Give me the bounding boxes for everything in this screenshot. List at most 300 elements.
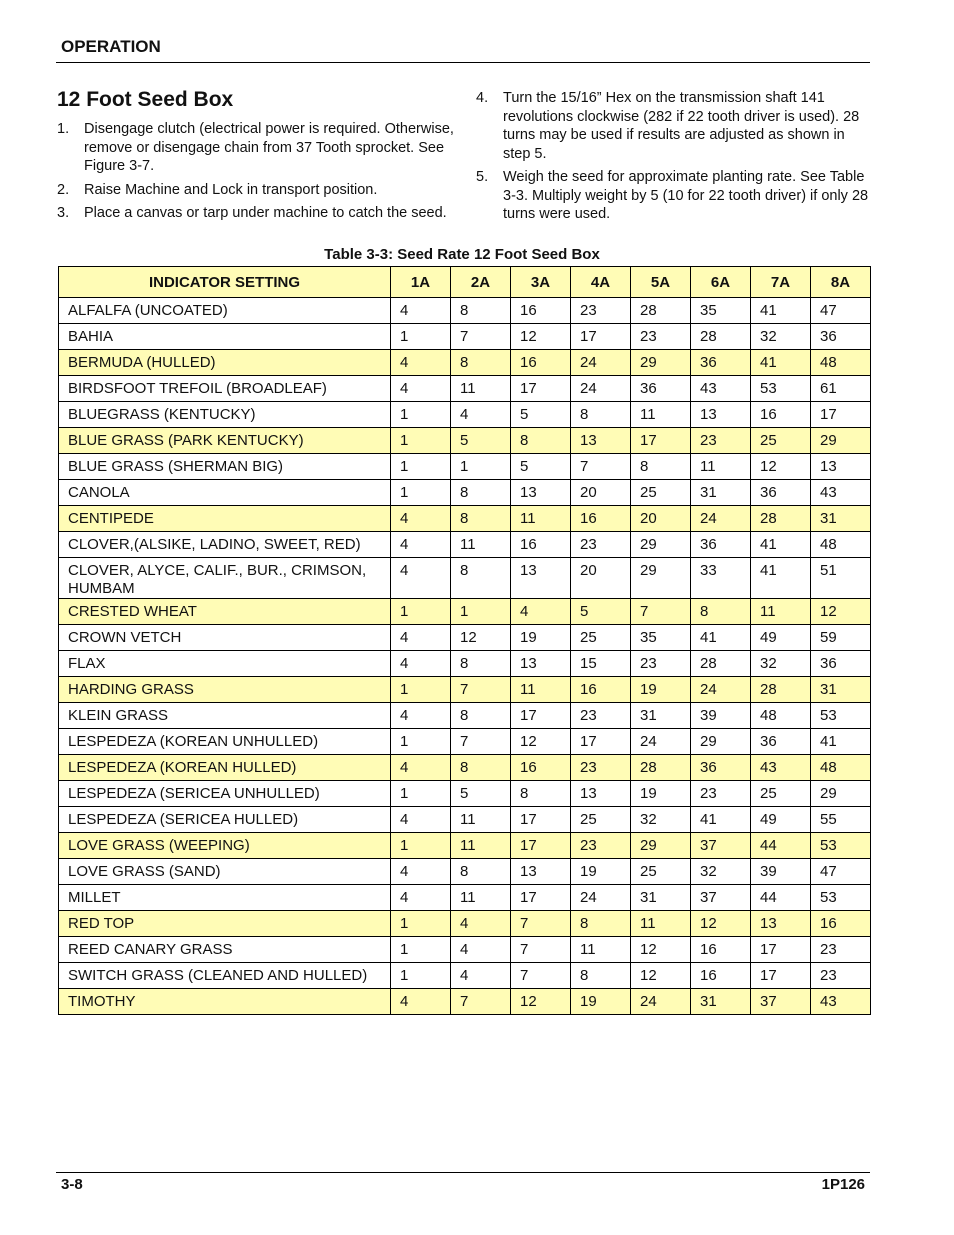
rate-cell: 23	[691, 428, 751, 454]
rate-cell: 7	[511, 963, 571, 989]
rate-cell: 1	[391, 937, 451, 963]
seed-name-cell: LESPEDEZA (SERICEA HULLED)	[59, 807, 391, 833]
rate-cell: 8	[451, 651, 511, 677]
rate-cell: 17	[511, 833, 571, 859]
rate-cell: 19	[571, 859, 631, 885]
rate-cell: 29	[631, 558, 691, 599]
rate-cell: 43	[691, 376, 751, 402]
rate-cell: 33	[691, 558, 751, 599]
seed-name-cell: FLAX	[59, 651, 391, 677]
rate-cell: 23	[631, 324, 691, 350]
rate-cell: 35	[631, 625, 691, 651]
list-item	[476, 168, 876, 224]
rate-cell: 5	[511, 454, 571, 480]
rate-cell: 5	[571, 599, 631, 625]
rate-cell: 19	[511, 625, 571, 651]
rate-cell: 12	[511, 324, 571, 350]
rate-cell: 36	[811, 324, 871, 350]
list-item	[57, 120, 457, 176]
seed-name-cell: LESPEDEZA (SERICEA UNHULLED)	[59, 781, 391, 807]
rate-cell: 53	[811, 833, 871, 859]
table-row	[59, 298, 871, 324]
step-text: Disengage clutch (electrical power is required. Otherwise, remove or disengage chain from 37 Tooth sprocket. See Figure 3-7.	[84, 121, 454, 174]
rate-cell: 24	[571, 885, 631, 911]
table-row	[59, 807, 871, 833]
rate-cell: 4	[391, 376, 451, 402]
steps-list-left	[57, 120, 457, 228]
rate-cell: 29	[631, 350, 691, 376]
rate-cell: 43	[811, 480, 871, 506]
rate-cell: 7	[451, 989, 511, 1015]
table-row	[59, 885, 871, 911]
rate-cell: 7	[451, 729, 511, 755]
table-row	[59, 506, 871, 532]
rate-cell: 48	[811, 755, 871, 781]
footer-divider	[56, 1172, 870, 1173]
rate-cell: 53	[751, 376, 811, 402]
rate-cell: 4	[391, 859, 451, 885]
rate-cell: 49	[751, 807, 811, 833]
column-header: 5A	[631, 267, 691, 298]
rate-cell: 16	[511, 350, 571, 376]
rate-cell: 17	[751, 963, 811, 989]
rate-cell: 41	[751, 558, 811, 599]
step-number: 2.	[57, 181, 70, 198]
rate-cell: 48	[811, 532, 871, 558]
rate-cell: 7	[631, 599, 691, 625]
rate-cell: 43	[751, 755, 811, 781]
table-row	[59, 599, 871, 625]
rate-cell: 12	[691, 911, 751, 937]
step-number: 5.	[476, 169, 489, 185]
rate-cell: 29	[631, 833, 691, 859]
rate-cell: 8	[571, 402, 631, 428]
table-row	[59, 402, 871, 428]
rate-cell: 36	[691, 350, 751, 376]
rate-cell: 1	[391, 480, 451, 506]
rate-cell: 8	[451, 480, 511, 506]
table-row	[59, 781, 871, 807]
table-header-row	[59, 267, 871, 298]
rate-cell: 11	[451, 807, 511, 833]
table-row	[59, 480, 871, 506]
rate-cell: 32	[691, 859, 751, 885]
seed-rate-table	[58, 266, 871, 1015]
rate-cell: 13	[571, 428, 631, 454]
seed-name-cell: SWITCH GRASS (CLEANED AND HULLED)	[59, 963, 391, 989]
rate-cell: 4	[391, 885, 451, 911]
list-item	[57, 204, 457, 223]
rate-cell: 53	[811, 885, 871, 911]
rate-cell: 4	[391, 558, 451, 599]
rate-cell: 28	[751, 506, 811, 532]
rate-cell: 8	[511, 428, 571, 454]
rate-cell: 16	[751, 402, 811, 428]
seed-name-cell: BERMUDA (HULLED)	[59, 350, 391, 376]
rate-cell: 13	[811, 454, 871, 480]
table-caption: Table 3-3: Seed Rate 12 Foot Seed Box	[324, 246, 600, 263]
rate-cell: 37	[691, 833, 751, 859]
rate-cell: 11	[571, 937, 631, 963]
rate-cell: 24	[691, 677, 751, 703]
rate-cell: 13	[691, 402, 751, 428]
rate-cell: 31	[811, 506, 871, 532]
rate-cell: 19	[631, 781, 691, 807]
rate-cell: 24	[631, 729, 691, 755]
rate-cell: 24	[571, 376, 631, 402]
rate-cell: 28	[631, 298, 691, 324]
rate-cell: 1	[391, 911, 451, 937]
rate-cell: 23	[571, 532, 631, 558]
table-row	[59, 937, 871, 963]
table-row	[59, 532, 871, 558]
seed-name-cell: BAHIA	[59, 324, 391, 350]
rate-cell: 41	[751, 298, 811, 324]
rate-cell: 48	[811, 350, 871, 376]
rate-cell: 4	[451, 963, 511, 989]
rate-cell: 8	[451, 350, 511, 376]
column-header: 3A	[511, 267, 571, 298]
rate-cell: 11	[631, 402, 691, 428]
rate-cell: 11	[451, 885, 511, 911]
table-row	[59, 989, 871, 1015]
rate-cell: 1	[391, 677, 451, 703]
page-title: 12 Foot Seed Box	[57, 88, 234, 111]
rate-cell: 51	[811, 558, 871, 599]
rate-cell: 11	[451, 532, 511, 558]
rate-cell: 13	[571, 781, 631, 807]
rate-cell: 8	[451, 506, 511, 532]
table-row	[59, 376, 871, 402]
rate-cell: 5	[451, 428, 511, 454]
seed-name-cell: CRESTED WHEAT	[59, 599, 391, 625]
table-row	[59, 558, 871, 599]
step-text: Turn the 15/16” Hex on the transmission shaft 141 revolutions clockwise (282 if 22 tooth driver is used). 28 turns may be used if results are adjusted as shown in step 5.	[503, 90, 860, 162]
rate-cell: 36	[751, 480, 811, 506]
rate-cell: 11	[631, 911, 691, 937]
rate-cell: 32	[631, 807, 691, 833]
rate-cell: 25	[751, 781, 811, 807]
rate-cell: 1	[391, 402, 451, 428]
rate-cell: 4	[391, 651, 451, 677]
rate-cell: 29	[631, 532, 691, 558]
rate-cell: 8	[451, 558, 511, 599]
rate-cell: 28	[751, 677, 811, 703]
rate-cell: 17	[511, 807, 571, 833]
rate-cell: 28	[631, 755, 691, 781]
rate-cell: 11	[511, 506, 571, 532]
rate-cell: 11	[511, 677, 571, 703]
rate-cell: 4	[391, 532, 451, 558]
rate-cell: 17	[511, 376, 571, 402]
rate-cell: 29	[691, 729, 751, 755]
page-number: 3-8	[61, 1176, 83, 1193]
rate-cell: 8	[571, 911, 631, 937]
rate-cell: 23	[571, 703, 631, 729]
rate-cell: 36	[691, 755, 751, 781]
rate-cell: 41	[751, 532, 811, 558]
rate-cell: 1	[391, 781, 451, 807]
table-row	[59, 729, 871, 755]
section-header: OPERATION	[61, 37, 161, 56]
rate-cell: 4	[391, 989, 451, 1015]
rate-cell: 37	[751, 989, 811, 1015]
rate-cell: 12	[631, 963, 691, 989]
rate-cell: 29	[811, 428, 871, 454]
rate-cell: 8	[451, 298, 511, 324]
seed-name-cell: HARDING GRASS	[59, 677, 391, 703]
rate-cell: 4	[391, 625, 451, 651]
seed-name-cell: KLEIN GRASS	[59, 703, 391, 729]
rate-cell: 4	[391, 807, 451, 833]
seed-name-cell: BLUEGRASS (KENTUCKY)	[59, 402, 391, 428]
list-item	[476, 89, 876, 163]
step-number: 4.	[476, 90, 489, 106]
rate-cell: 35	[691, 298, 751, 324]
rate-cell: 53	[811, 703, 871, 729]
rate-cell: 36	[811, 651, 871, 677]
seed-name-cell: LESPEDEZA (KOREAN HULLED)	[59, 755, 391, 781]
rate-cell: 23	[811, 963, 871, 989]
rate-cell: 12	[811, 599, 871, 625]
rate-cell: 48	[751, 703, 811, 729]
list-item	[57, 181, 457, 200]
rate-cell: 17	[511, 703, 571, 729]
table-row	[59, 454, 871, 480]
column-header: 6A	[691, 267, 751, 298]
rate-cell: 17	[571, 324, 631, 350]
rate-cell: 47	[811, 859, 871, 885]
table-row	[59, 833, 871, 859]
rate-cell: 28	[691, 651, 751, 677]
rate-cell: 15	[571, 651, 631, 677]
rate-cell: 23	[811, 937, 871, 963]
step-text: Raise Machine and Lock in transport position.	[84, 181, 378, 198]
rate-cell: 31	[691, 989, 751, 1015]
rate-cell: 28	[691, 324, 751, 350]
rate-cell: 8	[571, 963, 631, 989]
column-header: 1A	[391, 267, 451, 298]
rate-cell: 7	[451, 677, 511, 703]
rate-cell: 4	[391, 703, 451, 729]
rate-cell: 16	[811, 911, 871, 937]
rate-cell: 20	[631, 506, 691, 532]
rate-cell: 7	[511, 911, 571, 937]
rate-cell: 23	[691, 781, 751, 807]
rate-cell: 7	[571, 454, 631, 480]
rate-cell: 25	[631, 859, 691, 885]
table-row	[59, 911, 871, 937]
step-number: 3.	[57, 205, 70, 221]
step-text: Weigh the seed for approximate planting rate. See Table 3-3. Multiply weight by 5 (10 for 22 tooth driver) if only 28 turns were used.	[503, 169, 869, 222]
rate-cell: 5	[451, 781, 511, 807]
rate-cell: 17	[511, 885, 571, 911]
rate-cell: 31	[691, 480, 751, 506]
rate-cell: 31	[631, 703, 691, 729]
rate-cell: 25	[571, 625, 631, 651]
seed-name-cell: LESPEDEZA (KOREAN UNHULLED)	[59, 729, 391, 755]
rate-cell: 24	[691, 506, 751, 532]
rate-cell: 20	[571, 480, 631, 506]
table-row	[59, 651, 871, 677]
rate-cell: 25	[571, 807, 631, 833]
rate-cell: 19	[631, 677, 691, 703]
column-header: 7A	[751, 267, 811, 298]
rate-cell: 36	[751, 729, 811, 755]
document-id: 1P126	[821, 1176, 865, 1193]
rate-cell: 16	[511, 532, 571, 558]
seed-name-cell: RED TOP	[59, 911, 391, 937]
rate-cell: 1	[391, 833, 451, 859]
step-text: Place a canvas or tarp under machine to catch the seed.	[84, 205, 447, 221]
rate-cell: 7	[511, 937, 571, 963]
rate-cell: 16	[691, 963, 751, 989]
rate-cell: 61	[811, 376, 871, 402]
rate-cell: 47	[811, 298, 871, 324]
rate-cell: 5	[511, 402, 571, 428]
rate-cell: 59	[811, 625, 871, 651]
rate-cell: 25	[751, 428, 811, 454]
rate-cell: 4	[511, 599, 571, 625]
rate-cell: 11	[451, 833, 511, 859]
rate-cell: 17	[811, 402, 871, 428]
table-body	[59, 298, 871, 1015]
rate-cell: 1	[451, 599, 511, 625]
table-row	[59, 755, 871, 781]
rate-cell: 41	[691, 807, 751, 833]
seed-name-cell: BLUE GRASS (PARK KENTUCKY)	[59, 428, 391, 454]
rate-cell: 13	[511, 480, 571, 506]
rate-cell: 1	[391, 324, 451, 350]
rate-cell: 41	[811, 729, 871, 755]
rate-cell: 16	[511, 298, 571, 324]
seed-name-cell: TIMOTHY	[59, 989, 391, 1015]
rate-cell: 29	[811, 781, 871, 807]
rate-cell: 11	[751, 599, 811, 625]
rate-cell: 4	[391, 298, 451, 324]
rate-cell: 12	[511, 989, 571, 1015]
rate-cell: 55	[811, 807, 871, 833]
rate-cell: 23	[571, 298, 631, 324]
rate-cell: 19	[571, 989, 631, 1015]
rate-cell: 16	[511, 755, 571, 781]
rate-cell: 11	[691, 454, 751, 480]
table-row	[59, 625, 871, 651]
table-row	[59, 703, 871, 729]
rate-cell: 4	[451, 911, 511, 937]
rate-cell: 20	[571, 558, 631, 599]
rate-cell: 1	[391, 454, 451, 480]
rate-cell: 39	[751, 859, 811, 885]
table-row	[59, 677, 871, 703]
rate-cell: 11	[451, 376, 511, 402]
seed-name-cell: BIRDSFOOT TREFOIL (BROADLEAF)	[59, 376, 391, 402]
rate-cell: 4	[391, 755, 451, 781]
rate-cell: 23	[631, 651, 691, 677]
column-header: 8A	[811, 267, 871, 298]
rate-cell: 1	[391, 428, 451, 454]
rate-cell: 12	[451, 625, 511, 651]
rate-cell: 8	[451, 703, 511, 729]
rate-cell: 12	[511, 729, 571, 755]
rate-cell: 1	[391, 963, 451, 989]
rate-cell: 39	[691, 703, 751, 729]
rate-cell: 13	[511, 859, 571, 885]
rate-cell: 12	[751, 454, 811, 480]
seed-name-cell: MILLET	[59, 885, 391, 911]
rate-cell: 31	[811, 677, 871, 703]
rate-cell: 8	[511, 781, 571, 807]
table-row	[59, 859, 871, 885]
column-header: INDICATOR SETTING	[59, 267, 391, 298]
rate-cell: 17	[631, 428, 691, 454]
seed-name-cell: ALFALFA (UNCOATED)	[59, 298, 391, 324]
rate-cell: 24	[631, 989, 691, 1015]
rate-cell: 36	[691, 532, 751, 558]
seed-name-cell: CENTIPEDE	[59, 506, 391, 532]
table-row	[59, 324, 871, 350]
seed-name-cell: BLUE GRASS (SHERMAN BIG)	[59, 454, 391, 480]
rate-cell: 4	[391, 506, 451, 532]
rate-cell: 4	[451, 937, 511, 963]
rate-cell: 17	[571, 729, 631, 755]
table-row	[59, 350, 871, 376]
seed-name-cell: CROWN VETCH	[59, 625, 391, 651]
rate-cell: 37	[691, 885, 751, 911]
rate-cell: 23	[571, 833, 631, 859]
rate-cell: 25	[631, 480, 691, 506]
rate-cell: 36	[631, 376, 691, 402]
rate-cell: 1	[391, 729, 451, 755]
rate-cell: 23	[571, 755, 631, 781]
rate-cell: 1	[391, 599, 451, 625]
seed-name-cell: CLOVER,(ALSIKE, LADINO, SWEET, RED)	[59, 532, 391, 558]
seed-name-cell: CLOVER, ALYCE, CALIF., BUR., CRIMSON, HUMBAM	[59, 558, 391, 599]
column-header: 4A	[571, 267, 631, 298]
rate-cell: 13	[511, 558, 571, 599]
rate-cell: 32	[751, 651, 811, 677]
rate-cell: 8	[691, 599, 751, 625]
rate-cell: 17	[751, 937, 811, 963]
seed-name-cell: REED CANARY GRASS	[59, 937, 391, 963]
rate-cell: 16	[571, 506, 631, 532]
rate-cell: 44	[751, 885, 811, 911]
rate-cell: 44	[751, 833, 811, 859]
table-row	[59, 428, 871, 454]
seed-name-cell: LOVE GRASS (SAND)	[59, 859, 391, 885]
rate-cell: 41	[691, 625, 751, 651]
rate-cell: 8	[631, 454, 691, 480]
seed-name-cell: LOVE GRASS (WEEPING)	[59, 833, 391, 859]
rate-cell: 1	[451, 454, 511, 480]
rate-cell: 7	[451, 324, 511, 350]
column-header: 2A	[451, 267, 511, 298]
rate-cell: 41	[751, 350, 811, 376]
rate-cell: 43	[811, 989, 871, 1015]
table-row	[59, 963, 871, 989]
rate-cell: 31	[631, 885, 691, 911]
rate-cell: 8	[451, 755, 511, 781]
rate-cell: 12	[631, 937, 691, 963]
rate-cell: 24	[571, 350, 631, 376]
header-divider	[56, 62, 870, 63]
steps-list-right	[476, 89, 876, 229]
rate-cell: 16	[691, 937, 751, 963]
rate-cell: 8	[451, 859, 511, 885]
rate-cell: 13	[511, 651, 571, 677]
step-number: 1.	[57, 121, 70, 137]
rate-cell: 4	[451, 402, 511, 428]
